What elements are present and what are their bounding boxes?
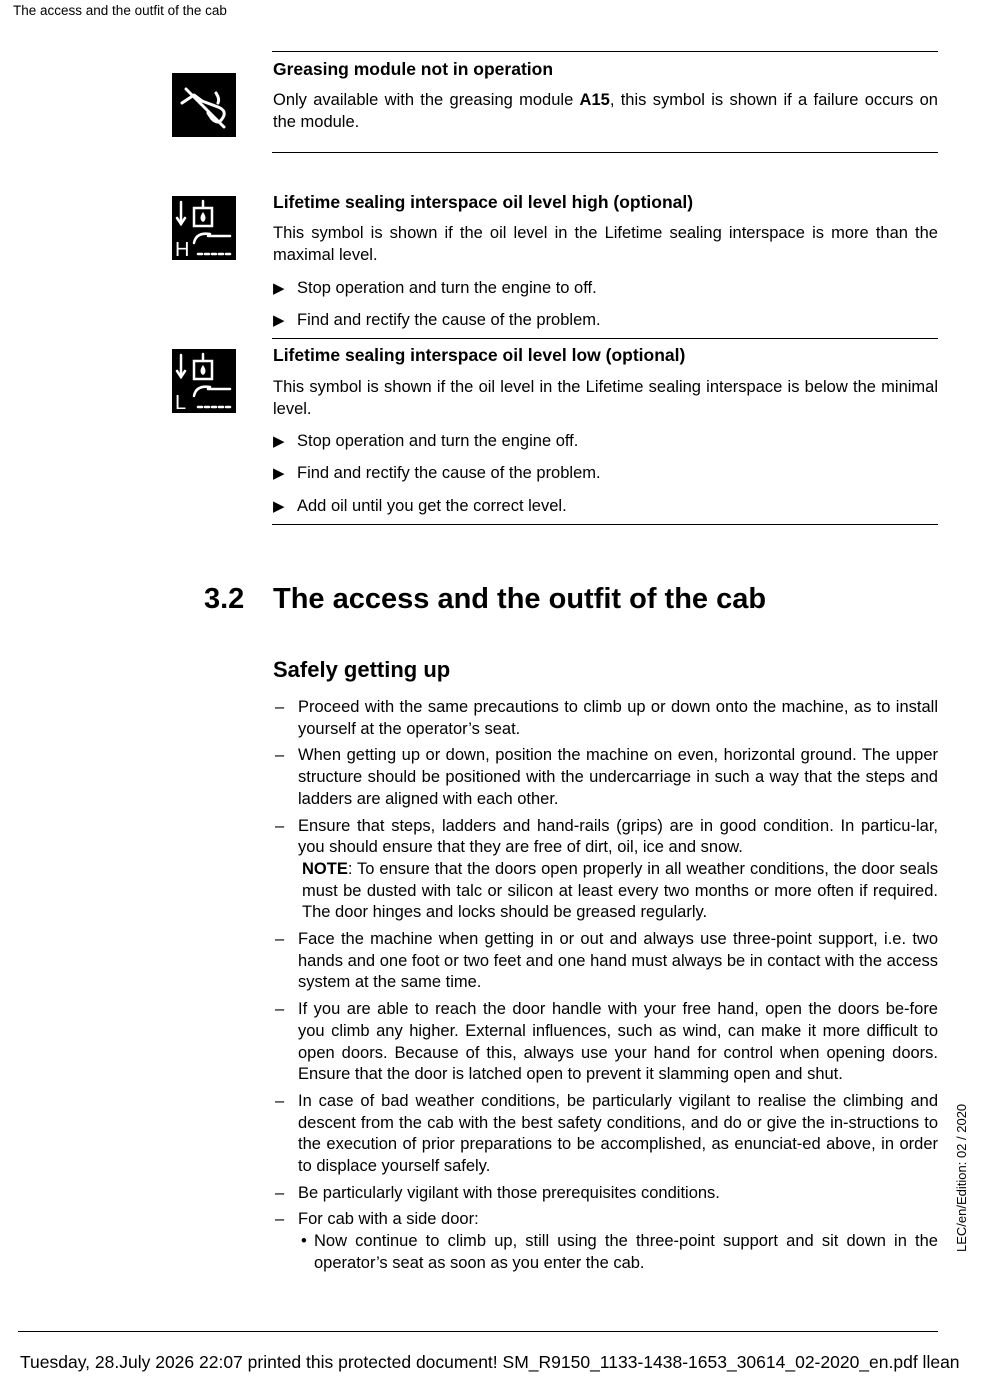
sub-list-item: • Now continue to climb up, still using the three-point support and sit down in the operator’s seat as soon as you enter the cab. <box>301 1232 938 1272</box>
symbol-title: Greasing module not in operation <box>273 59 554 79</box>
oil-level-low-icon <box>172 349 236 413</box>
arrow-bullet-icon: ▶ <box>273 465 285 482</box>
step-item: ▶ Stop operation and turn the engine off. <box>273 431 938 453</box>
arrow-bullet-icon: ▶ <box>273 498 285 515</box>
subsection-heading: Safely getting up <box>273 657 451 682</box>
icon-letter: H <box>175 239 190 260</box>
symbol-description: This symbol is shown if the oil level in the Lifetime sealing interspace is more than the maximal level. <box>273 224 938 264</box>
safety-list <box>273 697 938 1275</box>
list-item: – When getting up or down, position the machine on even, horizontal ground. The upper structure should be positioned with the undercarriage in such a way that the steps and ladders are aligned with each other. <box>275 746 938 808</box>
list-item: – In case of bad weather conditions, be particularly vigilant to realise the climbing and descent from the cab with the best safety conditions, and do or give the in-structions to the execution of prior preparations to be accomplished, as enunciat-ed above, in order to displace yourself safely. <box>275 1091 938 1176</box>
symbol-description: Only available with the greasing module A15, this symbol is shown if a failure occurs on the module. <box>273 91 938 131</box>
list-item: – If you are able to reach the door handle with your free hand, open the doors be-fore you climb any higher. External influences, such as wind, can make it more difficult to open doors. Because of this, always use your hand for control when opening doors. Ensure that the door is latched open to prevent it slamming open and shut. <box>275 1000 938 1084</box>
divider <box>272 338 938 339</box>
divider <box>272 51 938 52</box>
oil-level-high-icon <box>172 196 236 260</box>
edition-label: LEC/en/Edition: 02 / 2020 <box>954 1103 969 1252</box>
section-heading <box>204 583 766 616</box>
note-text: NOTE: To ensure that the doors open properly in all weather conditions, the door seals must be dusted with talc or silicon at least every two months or more often if required. The door hinges and locks should be greased regularly. <box>302 859 938 922</box>
arrow-bullet-icon: ▶ <box>273 280 285 297</box>
step-item: ▶ Add oil until you get the correct level. <box>273 496 938 518</box>
step-item: ▶ Stop operation and turn the engine to off. <box>273 278 938 300</box>
print-footer: Tuesday, 28.July 2026 22:07 printed this protected document! SM_R9150_1133-1438-1653_30614_02-2020_en.pdf llean <box>20 1352 960 1372</box>
footer-divider <box>18 1331 938 1332</box>
step-item: ▶ Find and rectify the cause of the problem. <box>273 463 938 485</box>
list-item: – Be particularly vigilant with those prerequisites conditions. <box>275 1183 720 1202</box>
section-number: 3.2 <box>204 583 245 615</box>
symbol-title: Lifetime sealing interspace oil level high (optional) <box>273 192 694 212</box>
list-item: – Face the machine when getting in or out and always use three-point support, i.e. two hands and one foot or two feet and one hand must always be in contact with the access system at the same time. <box>275 930 938 992</box>
bullet-dot-icon: • <box>301 1232 307 1251</box>
note-label: NOTE <box>302 859 348 878</box>
list-item: – For cab with a side door: • Now continue to climb up, still using the three-point support and sit down in the operator’s seat as soon as you enter the cab. <box>273 1209 938 1274</box>
divider <box>272 524 938 525</box>
symbol-description: This symbol is shown if the oil level in the Lifetime sealing interspace is below the minimal level. <box>273 378 938 418</box>
module-code: A15 <box>579 91 610 109</box>
step-item: ▶ Find and rectify the cause of the problem. <box>273 310 938 332</box>
arrow-bullet-icon: ▶ <box>273 433 285 450</box>
list-item: – Proceed with the same precautions to climb up or down onto the machine, as to install yourself at the operator’s seat. <box>275 698 938 738</box>
divider <box>272 152 938 153</box>
section-title: The access and the outfit of the cab <box>273 583 767 615</box>
symbol-title: Lifetime sealing interspace oil level low (optional) <box>273 345 686 365</box>
list-item: – Ensure that steps, ladders and hand-rails (grips) are in good condition. In particu-lar, you should ensure that they are free of dirt, oil, ice and snow. NOTE: To ensure that the doors open properly in all weather conditions, the door seals must be dusted with talc or silicon at least every two months or more often if required. The door hinges and locks should be greased regularly. <box>273 816 938 925</box>
greasing-module-failure-icon <box>172 73 236 137</box>
arrow-bullet-icon: ▶ <box>273 312 285 329</box>
icon-letter: L <box>175 392 187 413</box>
running-header: The access and the outfit of the cab <box>13 3 227 18</box>
